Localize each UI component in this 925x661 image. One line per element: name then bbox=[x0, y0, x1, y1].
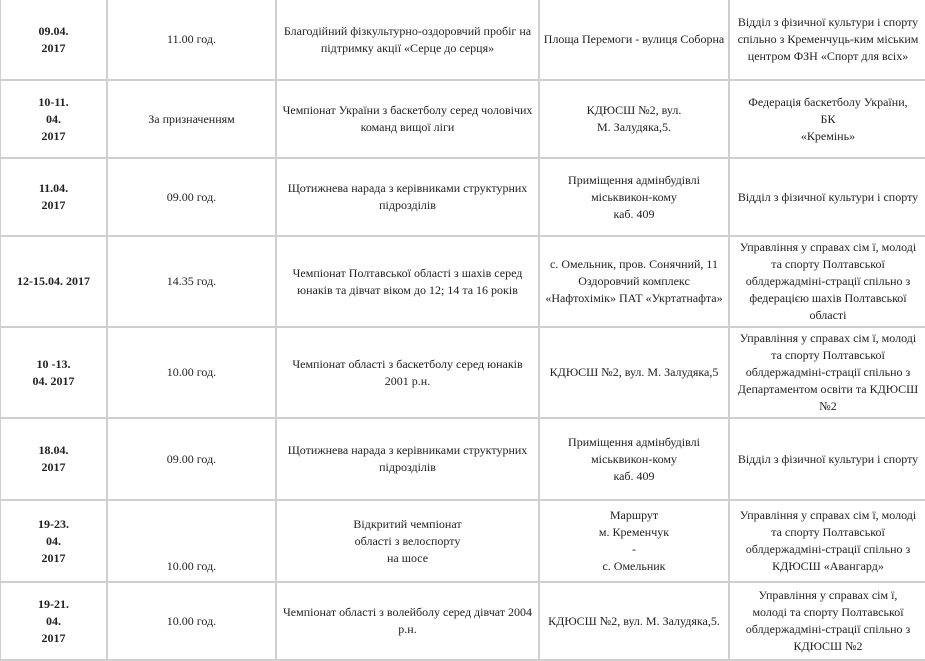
time-cell: 10.00 год. bbox=[107, 327, 276, 418]
event-cell: Чемпіонат Полтавської області з шахів серед юнаків та дівчат віком до 12; 14 та 16 років bbox=[276, 236, 539, 327]
date-cell: 19-23. 04. 2017 bbox=[0, 500, 107, 582]
table-row bbox=[0, 158, 925, 236]
date-cell: 10-11. 04. 2017 bbox=[0, 80, 107, 158]
table-row bbox=[0, 500, 925, 582]
event-cell: Щотижнева нарада з керівниками структурних підрозділів bbox=[276, 418, 539, 500]
organizer-cell: Управління у справах сім ї, молоді та спорту Полтавської облдержадміні-страції спільно з Департаментом освіти та КДЮСШ №2 bbox=[729, 327, 925, 418]
date-cell: 12-15.04. 2017 bbox=[0, 236, 107, 327]
event-cell: Чемпіонат області з волейболу серед дівчат 2004 р.н. bbox=[276, 582, 539, 660]
date-cell: 10 -13. 04. 2017 bbox=[0, 327, 107, 418]
place-cell: Площа Перемоги - вулиця Соборна bbox=[539, 0, 729, 80]
table-row bbox=[0, 327, 925, 418]
time-cell: 11.00 год. bbox=[107, 0, 276, 80]
date-cell: 19-21. 04. 2017 bbox=[0, 582, 107, 660]
table-row bbox=[0, 236, 925, 327]
place-cell: Приміщення адмінбудівлі міськвикон-кому каб. 409 bbox=[539, 158, 729, 236]
date-cell: 18.04. 2017 bbox=[0, 418, 107, 500]
table-row bbox=[0, 80, 925, 158]
place-cell: Приміщення адмінбудівлі міськвикон-кому каб. 409 bbox=[539, 418, 729, 500]
table-row bbox=[0, 0, 925, 80]
event-cell: Відкритий чемпіонат області з велоспорту на шосе bbox=[276, 500, 539, 582]
event-cell: Чемпіонат України з баскетболу серед чоловічих команд вищої ліги bbox=[276, 80, 539, 158]
organizer-cell: Відділ з фізичної культури і спорту спільно з Кременчуць-ким міським центром ФЗН «Спорт для всіх» bbox=[729, 0, 925, 80]
event-cell: Благодійний фізкультурно-оздоровчий пробіг на підтримку акції «Серце до серця» bbox=[276, 0, 539, 80]
time-cell: 14.35 год. bbox=[107, 236, 276, 327]
time-cell: За призначенням bbox=[107, 80, 276, 158]
organizer-cell: Відділ з фізичної культури і спорту bbox=[729, 418, 925, 500]
organizer-cell: Управління у справах сім ї, молоді та спорту Полтавської облдержадміні-страції спільно з федерацією шахів Полтавської області bbox=[729, 236, 925, 327]
place-cell: с. Омельник, пров. Сонячний, 11 Оздоровчий комплекс «Нафтохімік» ПАТ «Укртатнафта» bbox=[539, 236, 729, 327]
table-row bbox=[0, 418, 925, 500]
place-cell: Маршрут м. Кременчук - с. Омельник bbox=[539, 500, 729, 582]
time-cell: 10.00 год. bbox=[107, 500, 276, 582]
organizer-cell: Управління у справах сім ї, молоді та спорту Полтавської облдержадміні-страції спільно з КДЮСШ №2 bbox=[729, 582, 925, 660]
time-cell: 09.00 год. bbox=[107, 158, 276, 236]
place-cell: КДЮСШ №2, вул. М. Залудяка,5. bbox=[539, 80, 729, 158]
event-cell: Щотижнева нарада з керівниками структурних підрозділів bbox=[276, 158, 539, 236]
organizer-cell: Управління у справах сім ї, молоді та спорту Полтавської облдержадміні-страції спільно з КДЮСШ «Авангард» bbox=[729, 500, 925, 582]
event-cell: Чемпіонат області з баскетболу серед юнаків 2001 р.н. bbox=[276, 327, 539, 418]
time-cell: 09.00 год. bbox=[107, 418, 276, 500]
organizer-cell: Федерація баскетболу України, БК «Кремінь» bbox=[729, 80, 925, 158]
place-cell: КДЮСШ №2, вул. М. Залудяка,5. bbox=[539, 582, 729, 660]
place-cell: КДЮСШ №2, вул. М. Залудяка,5 bbox=[539, 327, 729, 418]
date-cell: 11.04. 2017 bbox=[0, 158, 107, 236]
time-cell: 10.00 год. bbox=[107, 582, 276, 660]
date-cell: 09.04. 2017 bbox=[0, 0, 107, 80]
table-row bbox=[0, 582, 925, 660]
organizer-cell: Відділ з фізичної культури і спорту bbox=[729, 158, 925, 236]
